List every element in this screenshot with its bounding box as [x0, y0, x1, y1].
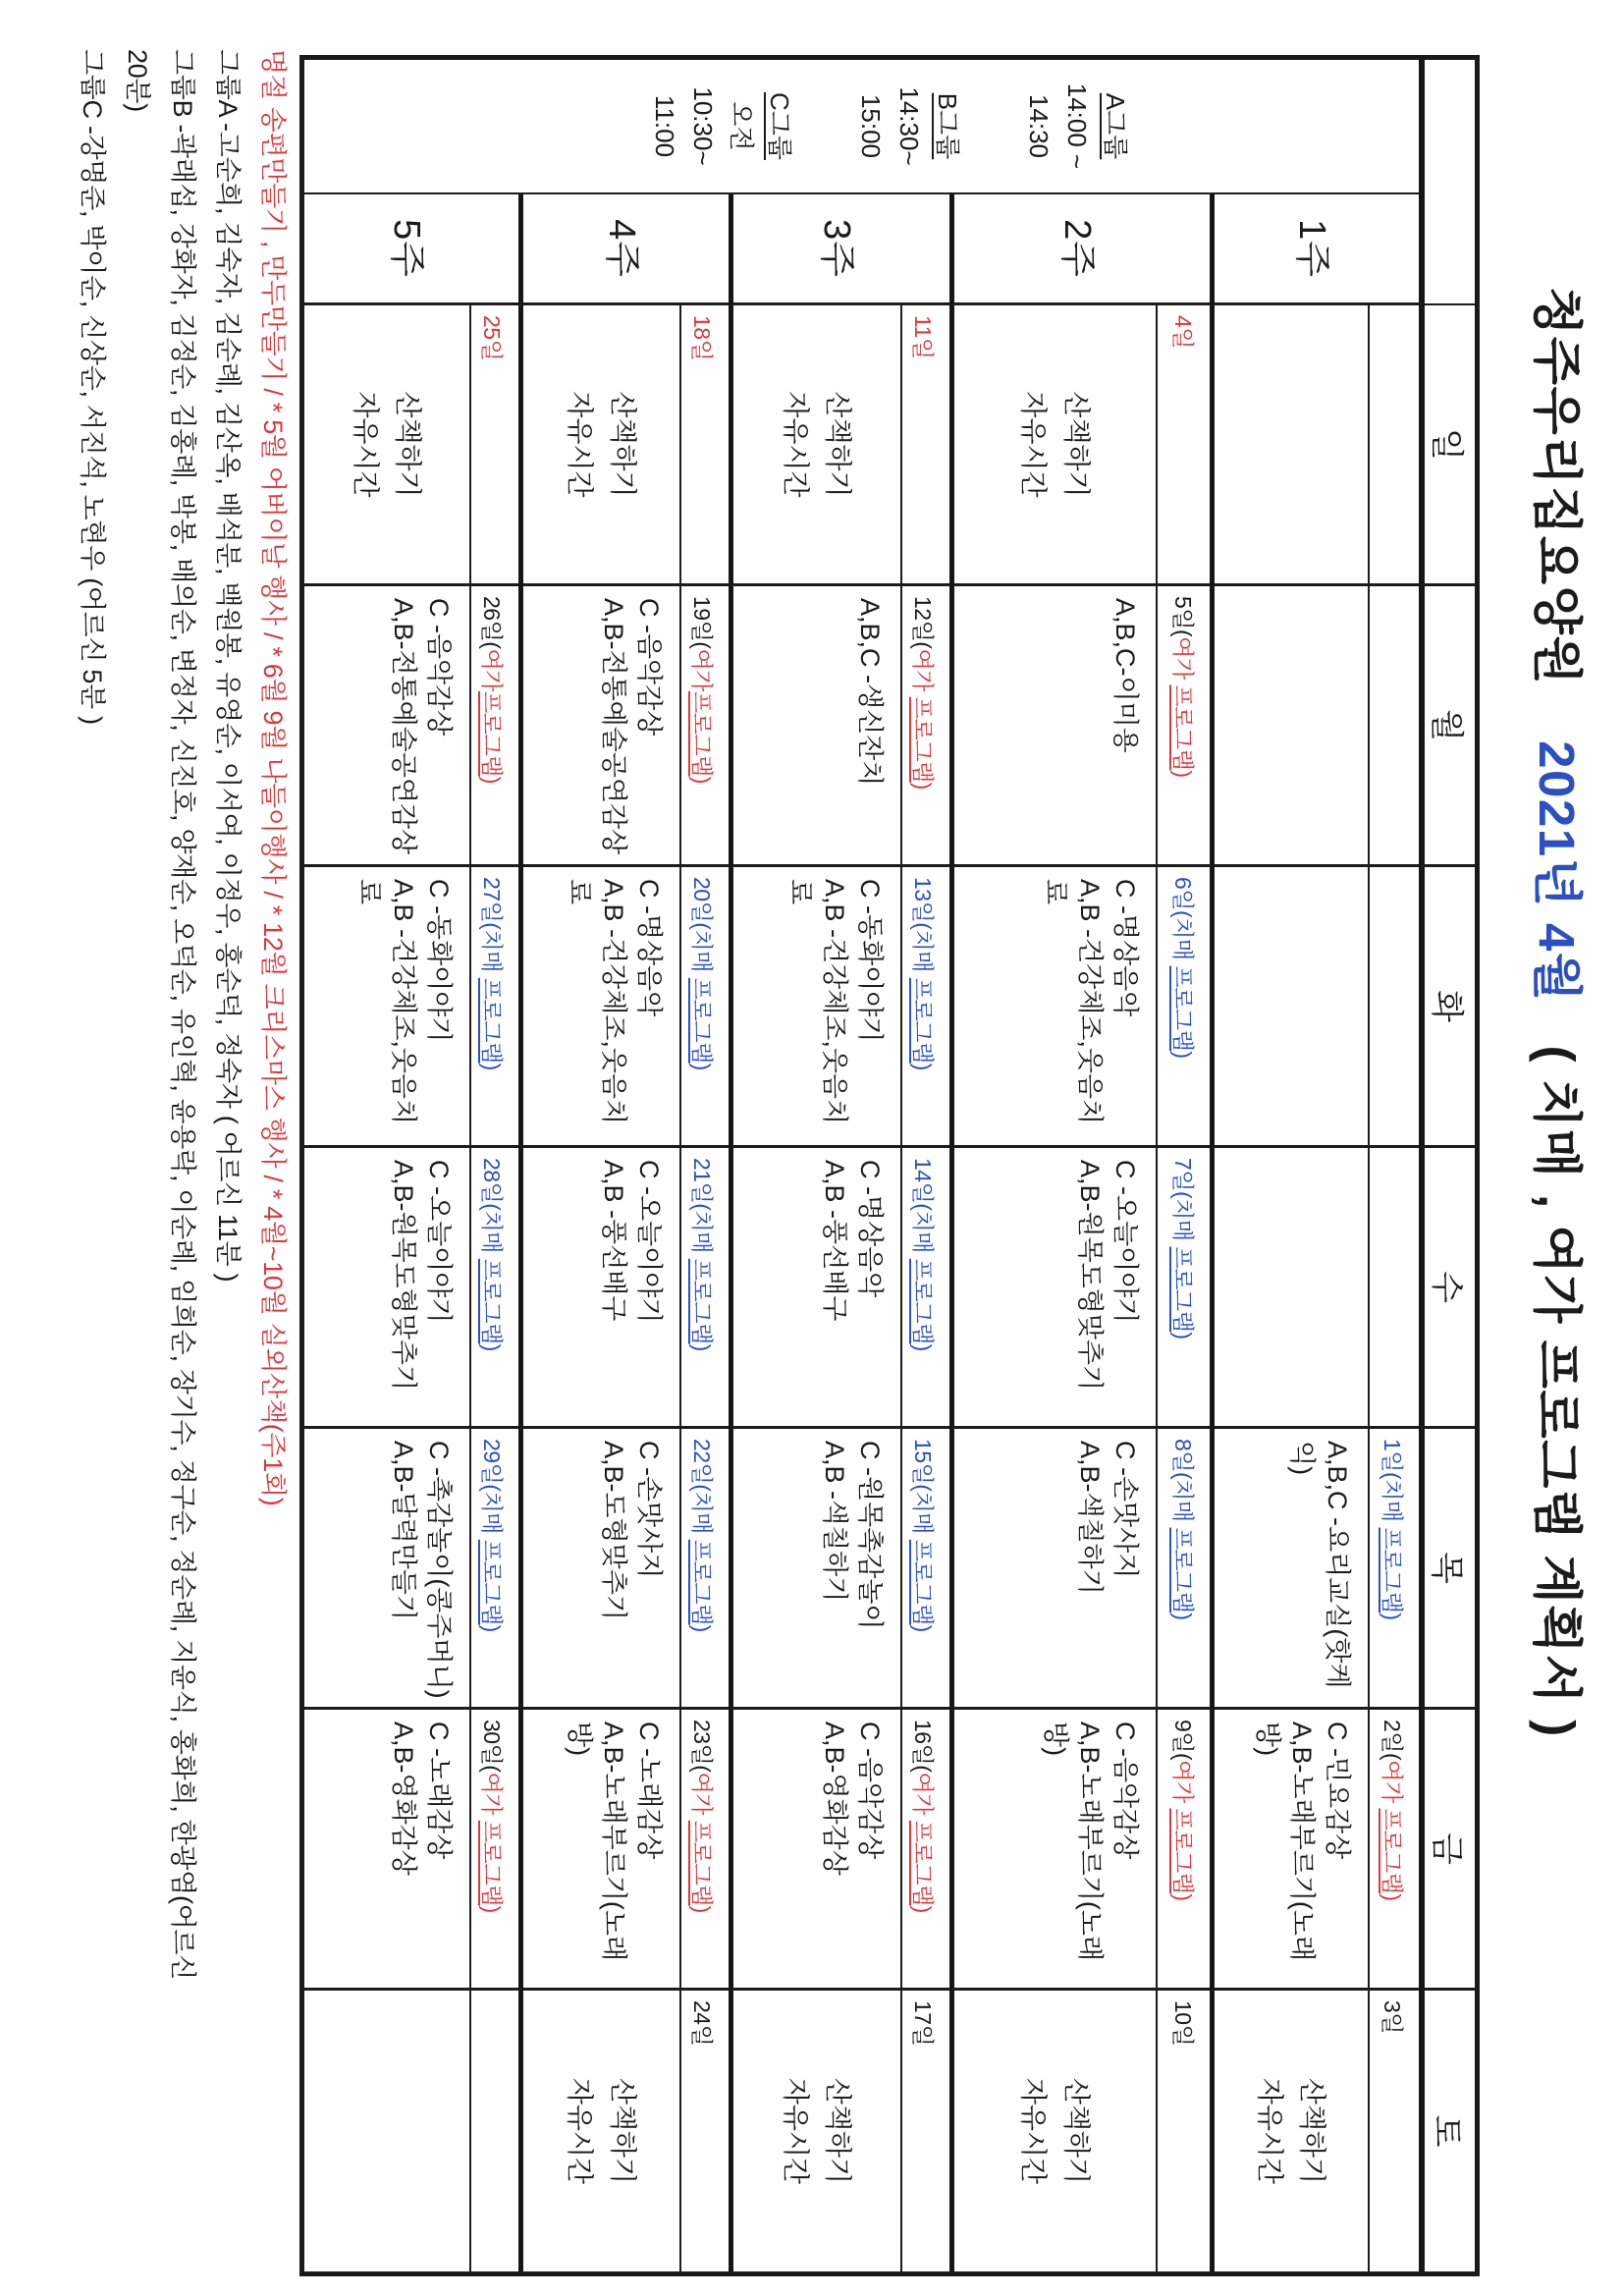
program-line: C -명상음악: [855, 1160, 885, 1298]
program-line: C -노래감상: [634, 1722, 664, 1860]
program-cell-w2-d2: [949, 586, 1156, 867]
date-cell-w1-d1: [1368, 305, 1419, 586]
program-cell-w5-d6: [304, 1710, 469, 1991]
program-cell-w5-d7: [304, 1991, 469, 2271]
week-label-text: 5주: [386, 219, 428, 278]
program-line: A,B-노래부르기(노래방): [1040, 1722, 1106, 1962]
footnote-line-4: 20분): [123, 49, 152, 112]
date-cell-w4-d2: [679, 586, 729, 867]
program-line: A,B-전통예술공연감상: [599, 598, 629, 855]
program-cell-w5-d4: [304, 1148, 469, 1429]
group-time: 10:30~: [688, 86, 718, 166]
date-cell-w1-d3: [1368, 867, 1419, 1148]
footnotes: [70, 49, 296, 2278]
footnote-line-2: 그룹A -고순희, 김숙자, 김순례, 김산옥, 배석분, 백원봉, 유영순, 이서여, 이정우, 홍순덕, 정숙자 ( 어르신 11분 ): [213, 49, 243, 1283]
program-cell-w4-d6: [518, 1710, 679, 1991]
date-label: 22일(치매 프로그램): [689, 1439, 715, 1632]
group-time: 오전: [727, 101, 756, 151]
program-cell-w2-d5: [949, 1429, 1156, 1710]
date-label: 5일(: [1170, 596, 1196, 637]
date-cell-w3-d7: [900, 1991, 949, 2271]
program-type-annotation: 여가 프로그램): [1380, 1760, 1405, 1901]
date-label: 3일: [1380, 2000, 1405, 2035]
facility-name: 청주우리집요양원: [1529, 287, 1585, 686]
date-cell-w2-d2: [1156, 586, 1210, 867]
program-line: 산책하기: [393, 391, 424, 498]
day-header-2: [1419, 586, 1475, 867]
schedule-period: 2021년 4월: [1529, 740, 1585, 1003]
program-line: A,B-노래부르기(노래방): [1252, 1722, 1318, 1962]
program-type-annotation: 여가 프로그램): [1170, 636, 1196, 778]
date-cell-w5-d6: [469, 1710, 518, 1991]
day-header-label: 화: [1428, 990, 1465, 1022]
date-cell-w4-d6: [679, 1710, 729, 1991]
day-header-label: 목: [1428, 1552, 1465, 1584]
program-line: A,B-전통예술공연감상: [389, 598, 419, 855]
date-label: 6일(치매 프로그램): [1170, 877, 1196, 1059]
program-cell-w2-d3: [949, 867, 1156, 1148]
program-line: C -민요감상: [1323, 1722, 1352, 1860]
day-header-label: 토: [1428, 2114, 1465, 2148]
day-header-5: [1419, 1429, 1475, 1710]
program-line: 자유시간: [565, 2077, 596, 2185]
document-title: [1525, 287, 1597, 2231]
group-name: A그룹: [1101, 92, 1130, 160]
date-cell-w3-d5: [900, 1429, 949, 1710]
program-line: C -원목촉감놀이: [855, 1441, 885, 1630]
program-line: C -촉감놀이(콩주머니): [424, 1441, 454, 1699]
schedule-subtitle: ( 치매 , 여가 프로그램 계획서 ): [1529, 1045, 1585, 1738]
program-line: C -손맛사지: [634, 1441, 664, 1579]
program-line: C -명상음악: [634, 879, 664, 1017]
program-cell-w1-d6: [1210, 1710, 1368, 1991]
date-cell-w5-d1: [469, 305, 518, 586]
day-header-4: [1419, 1148, 1475, 1429]
group-time: 15:00: [856, 93, 886, 159]
program-line: A,B-도형맞추기: [599, 1441, 629, 1620]
program-cell-w4-d3: [518, 867, 679, 1148]
header-corner-cell: [1419, 60, 1475, 305]
week-label-text: 4주: [601, 219, 642, 278]
program-cell-w1-d2: [1210, 586, 1368, 867]
day-header-7: [1419, 1991, 1475, 2271]
program-line: C -동화이야기: [855, 879, 885, 1043]
footnote-line-5: 그룹C -강명준, 박이순, 신상순, 서진석, 노현우 (어르신 5분 ): [78, 49, 107, 725]
date-label: 10일: [1170, 2000, 1196, 2047]
legend-group-A: [1019, 83, 1134, 169]
date-cell-w4-d7: [679, 1991, 729, 2271]
date-cell-w3-d2: [900, 586, 949, 867]
week-label-1: [1210, 194, 1419, 305]
program-cell-w4-d7: [518, 1991, 679, 2271]
date-label: 20일(치매 프로그램): [689, 877, 715, 1070]
program-cell-w4-d5: [518, 1429, 679, 1710]
program-type-annotation: 여가 프로그램): [479, 1772, 505, 1913]
program-line: 산책하기: [823, 2077, 854, 2185]
date-cell-w5-d7: [469, 1991, 518, 2271]
day-header-label: 수: [1428, 1271, 1465, 1303]
date-cell-w1-d4: [1368, 1148, 1419, 1429]
program-line: 산책하기: [1060, 391, 1092, 498]
program-line: 자유시간: [781, 391, 811, 498]
program-type-annotation: 여가 프로그램): [689, 1772, 715, 1913]
program-cell-w2-d7: [949, 1991, 1156, 2271]
program-cell-w1-d4: [1210, 1148, 1368, 1429]
date-cell-w5-d5: [469, 1429, 518, 1710]
program-line: 산책하기: [1297, 2077, 1328, 2185]
program-line: 자유시간: [565, 391, 596, 498]
date-label: 1일(치매 프로그램): [1380, 1439, 1405, 1620]
program-line: 자유시간: [1018, 2077, 1050, 2185]
week-label-2: [949, 194, 1210, 305]
program-cell-w2-d1: [949, 305, 1156, 586]
group-time: 14:00 ~: [1062, 82, 1092, 170]
legend-group-B: [851, 86, 966, 165]
footnote-line-1: 명절 송편만들기 , 만두만들기 / * 5월 어버이날 행사 / * 6월 9월 나들이행사 / * 12월 크리스마스 행사 / * 4월~10월 실외산책(주1회): [258, 49, 288, 1506]
program-line: A,B-영화감상: [820, 1722, 850, 1876]
program-line: A,B-노래부르기(노래방): [564, 1722, 629, 1962]
program-line: A,B,C-이미용: [1110, 598, 1140, 753]
program-line: C -음악감상: [855, 1722, 885, 1860]
date-label: 15일(치매 프로그램): [910, 1439, 936, 1632]
program-cell-w2-d6: [949, 1710, 1156, 1991]
date-cell-w4-d1: [679, 305, 729, 586]
date-cell-w1-d6: [1368, 1710, 1419, 1991]
date-cell-w2-d5: [1156, 1429, 1210, 1710]
week-label-text: 2주: [1056, 219, 1099, 278]
program-line: C -손맛사지: [1110, 1441, 1140, 1579]
program-line: A,B-달력만들기: [389, 1441, 419, 1620]
footnote-line-3: 그룹B -곽래섭, 강화자, 김정순, 김홍례, 박봉, 배의순, 변정자, 신진호, 양재순, 오덕순, 유인혁, 윤용락, 이순례, 임희순, 장기수, 정구순, 정순례, 지윤식, 홍화희, 한광염(어르신: [168, 49, 197, 1980]
date-cell-w2-d1: [1156, 305, 1210, 586]
date-cell-w1-d2: [1368, 586, 1419, 867]
group-time-legend: [304, 60, 1419, 194]
program-type-annotation: 여가 프로그램): [910, 1772, 936, 1913]
date-cell-w5-d3: [469, 867, 518, 1148]
program-cell-w4-d4: [518, 1148, 679, 1429]
program-line: 자유시간: [351, 391, 381, 498]
date-label: 26일(: [479, 596, 505, 649]
program-cell-w4-d2: [518, 586, 679, 867]
program-cell-w3-d7: [729, 1991, 900, 2271]
program-line: A,B -건강체조,웃음치료: [784, 879, 850, 1125]
date-label: 24일: [689, 2000, 715, 2047]
day-header-6: [1419, 1710, 1475, 1991]
date-cell-w1-d5: [1368, 1429, 1419, 1710]
program-line: C -노래감상: [424, 1722, 454, 1860]
program-cell-w1-d1: [1210, 305, 1368, 586]
date-cell-w4-d5: [679, 1429, 729, 1710]
date-label: 23일(: [689, 1720, 715, 1773]
program-line: A,B -색칠하기: [820, 1441, 850, 1603]
program-line: A,B -건강체조,웃음치료: [1040, 879, 1106, 1125]
week-label-text: 1주: [1291, 219, 1333, 278]
date-cell-w3-d1: [900, 305, 949, 586]
program-line: C -음악감상: [424, 598, 454, 737]
date-label: 8일(치매 프로그램): [1170, 1439, 1196, 1620]
date-cell-w4-d3: [679, 867, 729, 1148]
date-label: 4일: [1170, 315, 1196, 350]
program-cell-w3-d3: [729, 867, 900, 1148]
program-line: C -오늘이야기: [1110, 1160, 1140, 1324]
date-label: 9일(: [1170, 1720, 1196, 1761]
group-time: 14:30: [1024, 93, 1054, 159]
program-line: A,B -풍선배구: [820, 1160, 850, 1322]
program-type-annotation: 여가프로그램): [689, 648, 715, 784]
program-cell-w5-d2: [304, 586, 469, 867]
date-label: 30일(: [479, 1720, 505, 1773]
program-line: 산책하기: [823, 391, 854, 498]
date-label: 28일(치매 프로그램): [479, 1158, 505, 1351]
program-line: 산책하기: [607, 2077, 638, 2185]
program-line: 자유시간: [1018, 391, 1050, 498]
date-label: 27일(치매 프로그램): [479, 877, 505, 1070]
program-cell-w1-d3: [1210, 867, 1368, 1148]
date-label: 12일(: [910, 596, 936, 649]
day-header-1: [1419, 305, 1475, 586]
program-line: A,B-원목도형맞추기: [389, 1160, 419, 1392]
group-time: 14:30~: [894, 86, 924, 166]
program-cell-w3-d5: [729, 1429, 900, 1710]
monthly-schedule-table: [299, 55, 1480, 2276]
program-cell-w2-d4: [949, 1148, 1156, 1429]
date-cell-w2-d4: [1156, 1148, 1210, 1429]
program-line: C -명상음악: [1110, 879, 1140, 1017]
program-type-annotation: 여가 프로그램): [910, 648, 936, 790]
program-line: 산책하기: [1060, 2077, 1092, 2185]
date-label: 7일(치매 프로그램): [1170, 1158, 1196, 1339]
program-cell-w5-d3: [304, 867, 469, 1148]
group-name: C그룹: [765, 91, 794, 160]
date-label: 25일: [479, 315, 505, 361]
day-header-label: 일: [1428, 428, 1465, 461]
program-type-annotation: 여가 프로그램): [1170, 1760, 1196, 1901]
program-line: C -오늘이야기: [424, 1160, 454, 1324]
program-line: C -동화이야기: [424, 879, 454, 1043]
program-cell-w5-d5: [304, 1429, 469, 1710]
date-cell-w1-d7: [1368, 1991, 1419, 2271]
date-label: 18일: [689, 315, 715, 361]
week-label-4: [518, 194, 729, 305]
date-cell-w3-d4: [900, 1148, 949, 1429]
program-type-annotation: 여가프로그램): [479, 648, 505, 784]
program-cell-w1-d7: [1210, 1991, 1368, 2271]
program-line: A,B,C -요리교실(핫케익): [1287, 1441, 1352, 1689]
date-label: 16일(: [910, 1720, 936, 1773]
program-cell-w3-d1: [729, 305, 900, 586]
program-cell-w3-d2: [729, 586, 900, 867]
date-label: 21일(치매 프로그램): [689, 1158, 715, 1351]
date-cell-w5-d2: [469, 586, 518, 867]
program-cell-w1-d5: [1210, 1429, 1368, 1710]
date-label: 14일(치매 프로그램): [910, 1158, 936, 1351]
day-header-label: 금: [1428, 1832, 1465, 1865]
program-line: A,B-원목도형맞추기: [1075, 1160, 1106, 1392]
week-label-5: [304, 194, 518, 305]
date-cell-w2-d7: [1156, 1991, 1210, 2271]
legend-group-C: [645, 86, 798, 165]
day-header-label: 월: [1428, 709, 1465, 741]
day-header-3: [1419, 867, 1475, 1148]
group-name: B그룹: [933, 92, 962, 160]
program-line: C -오늘이야기: [634, 1160, 664, 1324]
date-label: 29일(치매 프로그램): [479, 1439, 505, 1632]
program-line: 자유시간: [781, 2077, 811, 2185]
program-line: A,B-영화감상: [389, 1722, 419, 1876]
date-cell-w2-d6: [1156, 1710, 1210, 1991]
program-line: 산책하기: [607, 391, 638, 498]
date-cell-w4-d4: [679, 1148, 729, 1429]
program-line: C -음악감상: [1110, 1722, 1140, 1860]
program-line: A,B -건강체조,웃음치료: [353, 879, 419, 1125]
group-time: 11:00: [650, 94, 679, 158]
week-label-text: 3주: [816, 219, 858, 278]
program-cell-w3-d6: [729, 1710, 900, 1991]
program-cell-w3-d4: [729, 1148, 900, 1429]
date-cell-w2-d3: [1156, 867, 1210, 1148]
program-line: C -음악감상: [634, 598, 664, 737]
program-line: A,B,C -생신잔치: [855, 598, 885, 787]
program-line: A,B-색칠하기: [1075, 1441, 1106, 1595]
date-cell-w3-d3: [900, 867, 949, 1148]
date-label: 11일: [910, 315, 936, 359]
program-line: 자유시간: [1255, 2077, 1285, 2185]
date-cell-w5-d4: [469, 1148, 518, 1429]
program-line: A,B -건강체조,웃음치료: [564, 879, 629, 1125]
date-label: 17일: [910, 2000, 936, 2047]
program-line: A,B -풍선배구: [599, 1160, 629, 1322]
date-cell-w3-d6: [900, 1710, 949, 1991]
date-label: 13일(치매 프로그램): [910, 877, 936, 1070]
week-label-3: [729, 194, 949, 305]
date-label: 2일(: [1380, 1720, 1405, 1761]
program-cell-w4-d1: [518, 305, 679, 586]
date-label: 19일(: [689, 596, 715, 649]
program-cell-w5-d1: [304, 305, 469, 586]
